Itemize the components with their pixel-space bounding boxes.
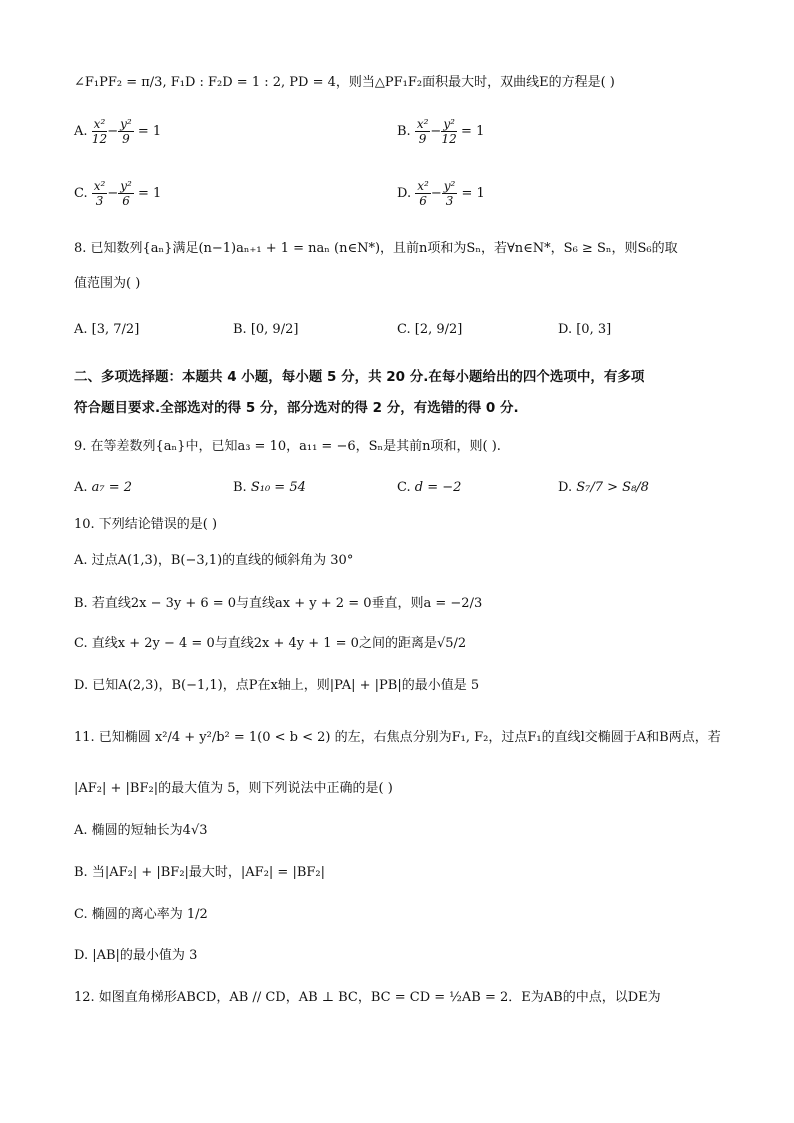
q10-option-a[interactable]: A. 过点A(1,3)，B(−3,1)的直线的倾斜角为 30° <box>74 553 354 568</box>
q11-stem-line2: |AF₂| + |BF₂|的最大值为 5，则下列说法中正确的是( ) <box>74 781 393 796</box>
q10-option-c[interactable]: C. 直线x + 2y − 4 = 0与直线2x + 4y + 1 = 0之间的距离是√5/2 <box>74 636 467 651</box>
q7-option-b[interactable]: B. $\frac{\text{x²}}{9}$ − $\frac{\text{y²}}{12}$ = 1 <box>397 117 485 146</box>
q7-tail-line: ∠F₁PF₂ = π/3, F₁D : F₂D = 1 : 2, PD = 4，则当△PF₁F₂面积最大时，双曲线E的方程是( ) <box>74 75 615 90</box>
q11-stem-line1: 11. 已知椭圆 x²/4 + y²/b² = 1(0 < b < 2) 的左，右焦点分别为F₁, F₂，过点F₁的直线l交椭圆于A和B两点，若 <box>74 730 721 745</box>
q8-stem-line1: 8. 已知数列{aₙ}满足(n−1)aₙ₊₁ + 1 = naₙ (n∈N*)，且前n项和为Sₙ，若∀n∈N*，S₆ ≥ Sₙ，则S₆的取 <box>74 241 678 256</box>
q8-option-b[interactable]: B. [0, 9/2] <box>233 322 299 337</box>
q9-option-a[interactable]: A. a₇ = 2 <box>74 480 133 495</box>
q10-stem: 10. 下列结论错误的是( ) <box>74 517 218 532</box>
section2-heading-line1: 二、多项选择题：本题共 4 小题，每小题 5 分，共 20 分.在每小题给出的四个选项中，有多项 <box>74 369 645 385</box>
q9-option-d[interactable]: D. S₇/7 > S₈/8 <box>558 480 649 495</box>
q7-option-c[interactable]: C. $\frac{\text{x²}}{3}$ − $\frac{\text{y²}}{6}$ = 1 <box>74 179 162 208</box>
q9-option-c[interactable]: C. d = −2 <box>397 480 462 495</box>
q8-option-a[interactable]: A. [3, 7/2] <box>74 322 140 337</box>
q7-option-d[interactable]: D. $\frac{\text{x²}}{6}$ − $\frac{\text{y²}}{3}$ = 1 <box>397 179 485 208</box>
q11-option-c[interactable]: C. 椭圆的离心率为 1/2 <box>74 907 208 922</box>
q11-option-d[interactable]: D. |AB|的最小值为 3 <box>74 948 198 963</box>
q10-option-d[interactable]: D. 已知A(2,3)，B(−1,1)，点P在x轴上，则|PA| + |PB|的最小值是 5 <box>74 678 480 693</box>
q8-stem-line2: 值范围为( ) <box>74 276 141 291</box>
q12-stem-line1: 12. 如图直角梯形ABCD，AB // CD，AB ⊥ BC，BC = CD = ½AB = 2．E为AB的中点，以DE为 <box>74 990 661 1005</box>
q10-option-b[interactable]: B. 若直线2x − 3y + 6 = 0与直线ax + y + 2 = 0垂直，则a = −2/3 <box>74 596 483 611</box>
q8-option-c[interactable]: C. [2, 9/2] <box>397 322 463 337</box>
q9-option-b[interactable]: B. S₁₀ = 54 <box>233 480 306 495</box>
q8-option-d[interactable]: D. [0, 3] <box>558 322 612 337</box>
q7-option-a[interactable]: A. $\frac{\text{x²}}{12}$ − $\frac{\text{y²}}{9}$ = 1 <box>74 117 162 146</box>
q11-option-a[interactable]: A. 椭圆的短轴长为4√3 <box>74 823 208 838</box>
q9-stem: 9. 在等差数列{aₙ}中，已知a₃ = 10，a₁₁ = −6，Sₙ是其前n项和，则( ). <box>74 439 501 454</box>
section2-heading-line2: 符合题目要求.全部选对的得 5 分，部分选对的得 2 分，有选错的得 0 分. <box>74 400 519 416</box>
q11-option-b[interactable]: B. 当|AF₂| + |BF₂|最大时，|AF₂| = |BF₂| <box>74 865 325 880</box>
